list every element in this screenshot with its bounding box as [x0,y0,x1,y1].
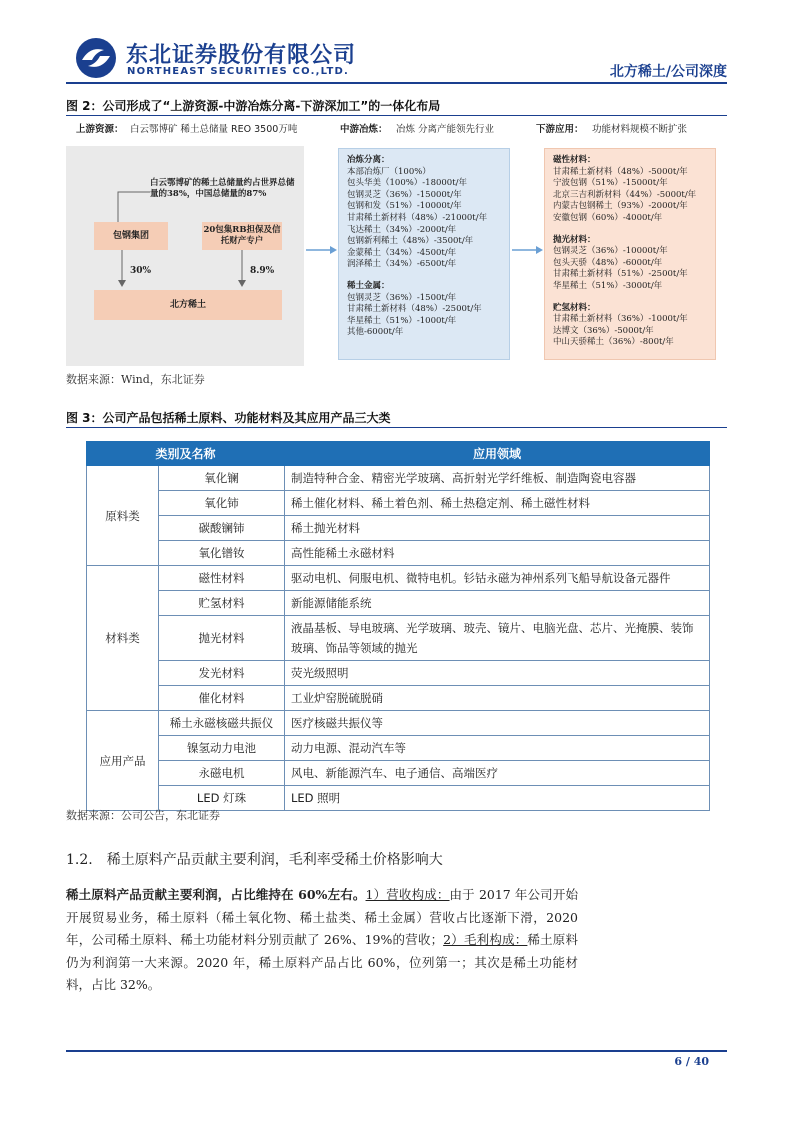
page-number: 6 / 40 [674,1055,709,1068]
product-name: 贮氢材料 [159,591,285,616]
midstream-text: 冶炼 分离产能领先行业 [396,124,495,135]
mid-section-metal [347,281,501,339]
profit-label: 2）毛利构成： [443,932,528,947]
table-row [87,761,710,786]
downstream-text: 功能材料规模不断扩张 [592,124,688,135]
table-row [87,566,710,591]
mid-section-smelting [347,155,501,271]
product-name: 碳酸镧铈 [159,516,285,541]
figure3-caption: 图 3：公司产品包括稀土原料、功能材料及其应用产品三大类 [66,408,727,428]
downstream-label: 下游应用： [536,124,584,135]
section-title: 稀土金属： [347,280,390,291]
list-item: 中山天骄稀土（36%）-800t/年 [553,337,674,348]
table-row [87,541,710,566]
category-cell: 原料类 [87,466,159,566]
midstream-panel [338,148,510,360]
table-row [87,591,710,616]
table-row [87,616,710,661]
product-name: 氧化镨钕 [159,541,285,566]
list-item: 包钢新利稀土（48%）-3500t/年 [347,236,474,247]
product-application: 驱动电机、伺服电机、微特电机。钐钴永磁为神州系列飞船导航设备元器件 [285,566,710,591]
report-tag: 北方稀土/公司深度 [609,64,727,80]
downstream-panel [544,148,716,360]
list-item: 甘肃稀土新材料（48%）-2500t/年 [347,304,482,315]
company-logo-icon [74,36,118,80]
down-section-magnetic [553,155,707,225]
product-application: 稀土抛光材料 [285,516,710,541]
product-application: 制造特种合金、精密光学玻璃、高折射光学纤维板、制造陶瓷电容器 [285,466,710,491]
product-name: 催化材料 [159,686,285,711]
table-row [87,686,710,711]
category-cell: 材料类 [87,566,159,711]
section-heading: 1.2. 稀土原料产品贡献主要利润，毛利率受稀土价格影响大 [66,852,443,868]
company-name-cn: 东北证券股份有限公司 [126,43,357,68]
product-application: 液晶基板、导电玻璃、光学玻璃、玻壳、镜片、电脑光盘、芯片、光掩膜、装饰玻璃、饰品等领域的抛光 [285,616,710,661]
list-item: 北京三吉利新材料（44%）-5000t/年 [553,189,697,200]
list-item: 甘肃稀土新材料（36%）-1000t/年 [553,314,688,325]
pct-baogang: 30% [130,266,152,276]
arrow-icon [304,243,338,257]
list-item: 包钢灵芝（36%）-10000t/年 [553,246,668,257]
column-header-application: 应用领域 [285,442,710,466]
product-application: 新能源储能系统 [285,591,710,616]
list-item: 包钢灵芝（36%）-15000t/年 [347,189,462,200]
list-item: 达博文（36%）-5000t/年 [553,325,654,336]
product-application: 风电、新能源汽车、电子通信、高端医疗 [285,761,710,786]
company-name-en: NORTHEAST SECURITIES CO.,LTD. [127,66,350,77]
reserve-note: 白云鄂博矿的稀土总储量约占世界总储量的38%，中国总储量的87% [150,178,295,199]
category-cell: 应用产品 [87,711,159,811]
product-application: 高性能稀土永磁材料 [285,541,710,566]
section-title: 冶炼分离： [347,155,390,165]
down-section-polishing [553,235,707,293]
product-name: 发光材料 [159,661,285,686]
list-item: 本部冶炼厂（100%） [347,166,431,177]
product-name: 磁性材料 [159,566,285,591]
product-application: 动力电源、混动汽车等 [285,736,710,761]
list-item: 甘肃稀土新材料（51%）-2500t/年 [553,269,688,280]
pct-trust: 8.9% [250,266,275,276]
column-header-category: 类别及名称 [87,442,285,466]
revenue-text: 由于 2017 年公司开始开展贸易业务，稀土原料（稀土氧化物、稀土盐类、稀土金属）营收占比逐渐下滑，2020 年，公司稀土原料、稀土功能材料分别贡献了 26%、19%的营收； [66,887,578,947]
product-application: 医疗核磁共振仪等 [285,711,710,736]
trust-box: 20包集RB担保及信托财产专户 [202,222,282,250]
list-item: 宁波包钢（51%）-15000t/年 [553,178,668,189]
section-title: 贮氢材料： [553,302,596,313]
profit-text: 稀土原料仍为利润第一大来源。2020 年，稀土原料产品占比 60%，位列第一；其次是稀土功能材料，占比 32%。 [66,932,578,992]
figure2-diagram [66,117,727,367]
list-item: 华星稀土（51%）-3000t/年 [553,280,663,291]
table-row [87,466,710,491]
upstream-text: 白云鄂博矿 稀土总储量 REO 3500万吨 [130,124,298,135]
product-name: LED 灯珠 [159,786,285,811]
list-item: 金蒙稀土（34%）-4500t/年 [347,247,457,258]
bfxt-box: 北方稀土 [94,290,282,320]
product-application: 稀土催化材料、稀土着色剂、稀土热稳定剂、稀土磁性材料 [285,491,710,516]
arrow-icon [510,243,544,257]
upstream-label: 上游资源： [76,124,124,135]
product-application: 荧光级照明 [285,661,710,686]
product-application: 工业炉窑脱硫脱硝 [285,686,710,711]
baogang-box: 包钢集团 [94,222,168,250]
list-item: 包钢灵芝（36%）-1500t/年 [347,292,457,303]
figure3-source: 数据来源：公司公告，东北证券 [66,809,220,822]
list-item: 安徽包钢（60%）-4000t/年 [553,212,663,223]
product-name: 镍氢动力电池 [159,736,285,761]
list-item: 内蒙古包钢稀土（93%）-2000t/年 [553,201,688,212]
table-row [87,736,710,761]
product-name: 抛光材料 [159,616,285,661]
list-item: 华星稀土（51%）-1000t/年 [347,315,457,326]
table-header-row [87,442,710,466]
section-title: 磁性材料： [553,155,596,165]
down-section-hydrogen [553,303,707,349]
table-row [87,516,710,541]
header-divider [66,82,727,84]
figure2-source: 数据来源：Wind，东北证券 [66,373,205,386]
figure2-caption: 图 2：公司形成了“上游资源-中游冶炼分离-下游深加工”的一体化布局 [66,96,727,116]
list-item: 飞达稀土（34%）-2000t/年 [347,224,457,235]
list-item: 润泽稀土（34%）-6500t/年 [347,259,457,270]
product-name: 氧化镧 [159,466,285,491]
list-item: 其他-6000t/年 [347,327,404,338]
product-table [86,441,710,811]
table-row [87,491,710,516]
footer-divider [66,1050,727,1052]
section-paragraph [66,884,578,997]
product-name: 永磁电机 [159,761,285,786]
list-item: 包钢和发（51%）-10000t/年 [347,201,462,212]
list-item: 包头华美（100%）-18000t/年 [347,178,467,189]
list-item: 甘肃稀土新材料（48%）-21000t/年 [347,212,488,223]
table-row [87,661,710,686]
table-row [87,711,710,736]
midstream-label: 中游冶炼： [340,124,388,135]
product-name: 氧化铈 [159,491,285,516]
product-name: 稀土永磁核磁共振仪 [159,711,285,736]
product-application: LED 照明 [285,786,710,811]
revenue-label: 1）营收构成： [365,887,450,902]
section-title: 抛光材料： [553,234,596,245]
list-item: 甘肃稀土新材料（48%）-5000t/年 [553,166,688,177]
lead-sentence: 稀土原料产品贡献主要利润，占比维持在 60%左右。 [66,887,366,902]
list-item: 包头天骄（48%）-6000t/年 [553,257,663,268]
upstream-panel [66,146,304,366]
